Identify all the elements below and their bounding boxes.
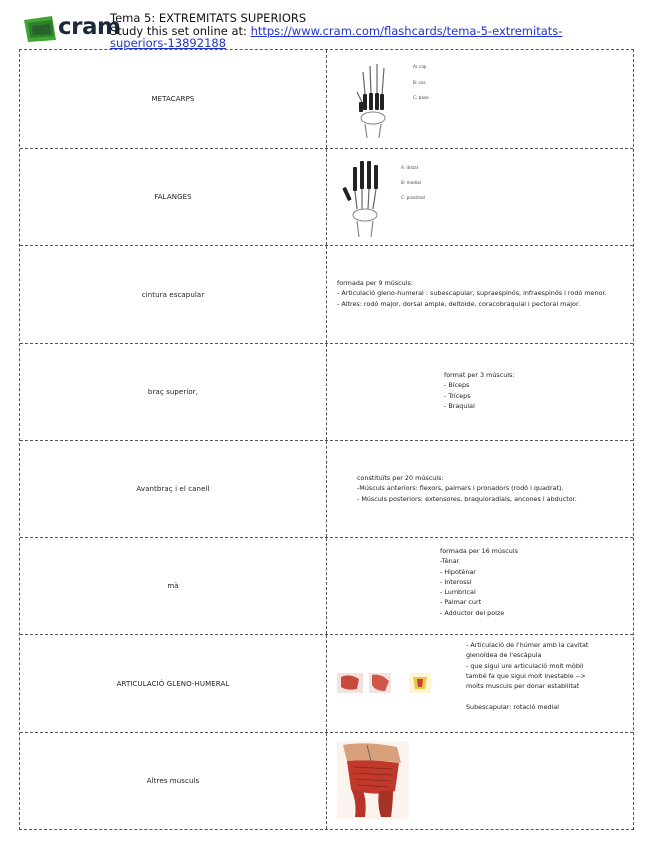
- definition-line: - Articulació gleno-humeral : subescapular, supraespinós, infraespinós i rodó menor.: [337, 289, 607, 298]
- figure-label: A: distal: [401, 165, 418, 170]
- hand-skeleton-icon: [341, 159, 391, 239]
- card-term: FALANGES: [154, 193, 192, 201]
- card-row: [20, 50, 633, 148]
- card-row: [20, 148, 633, 245]
- card-row: [20, 343, 633, 440]
- card-definition: [327, 246, 633, 343]
- cram-logo-icon: [22, 14, 62, 44]
- definition-line: constituïts per 20 músculs:: [357, 474, 444, 482]
- definition-line: - Braquial: [444, 401, 475, 410]
- definition-line: - Interossi: [440, 577, 472, 586]
- figure-label: C: proximal: [401, 195, 425, 200]
- definition-line: - Músculs posteriors: extensores, braquioradials, ancones i abductor.: [357, 494, 577, 503]
- definition-text: [357, 473, 577, 504]
- card-term: ARTICULACIÓ GLENO-HUMERAL: [116, 679, 230, 688]
- definition-line: - Altres: rodó major, dorsal ample, deltoide, coracobraquial i pectoral major.: [337, 299, 581, 308]
- set-url-link[interactable]: https://www.cram.com/flashcards/tema-5-extremitats-: [250, 24, 563, 38]
- card-definition: [327, 733, 633, 829]
- card-row: [20, 537, 633, 634]
- definition-line: Subescapular: rotació medial: [466, 702, 560, 711]
- cram-logo[interactable]: [22, 14, 121, 44]
- card-term: cintura escapular: [141, 290, 205, 299]
- definition-text: [466, 640, 588, 712]
- definition-line: -Músculs anteriors: flexors, palmars i pronadors (rodó i quadrat).: [357, 484, 564, 493]
- definition-line: formada per 9 músculs:: [337, 279, 413, 287]
- definition-line: [466, 691, 588, 701]
- definition-line: - Adductor del polze: [440, 608, 505, 617]
- set-url-link-continued[interactable]: superiors-13892188: [110, 36, 227, 50]
- hand-skeleton-icon: [353, 58, 397, 138]
- definition-text: [440, 546, 518, 618]
- card-row: [20, 245, 633, 343]
- upper-body-muscle-anatomy-icon: [337, 741, 409, 819]
- card-term: mà: [167, 582, 179, 590]
- set-title: Tema 5: EXTREMITATS SUPERIORS: [110, 11, 307, 25]
- figure-label: Ar cap: [413, 64, 427, 69]
- definition-line: molts musculs per donar estabilitat: [466, 682, 580, 691]
- definition-line: -Tènar: [440, 557, 460, 566]
- definition-line: - Articulació de l'húmer amb la cavitat: [466, 641, 589, 649]
- definition-line: - Lumbrical: [440, 588, 476, 597]
- flashcard-table: [19, 49, 634, 830]
- definition-line: glenoïdea de l'escàpula: [466, 651, 542, 660]
- card-term: braç superior,: [147, 388, 199, 396]
- page-header: [22, 8, 642, 48]
- figure-label: B: medial: [401, 180, 421, 185]
- definition-line: format per 3 músculs:: [444, 371, 515, 379]
- card-definition: [327, 441, 633, 537]
- card-row: [20, 732, 633, 829]
- definition-line: també fa que sigui molt inestable -->: [466, 671, 586, 680]
- card-term: METACARPS: [151, 95, 195, 103]
- definition-text: [444, 370, 515, 411]
- definition-line: - que sigui ure articulació molt mòbil: [466, 661, 584, 670]
- card-row: [20, 440, 633, 537]
- logo-wordmark: cram: [58, 14, 121, 40]
- definition-line: - Tríceps: [444, 391, 471, 400]
- definition-line: - Hipotènar: [440, 567, 476, 576]
- definition-line: - Palmar curt: [440, 598, 482, 607]
- card-definition: [327, 344, 633, 440]
- definition-line: formada per 16 músculs: [440, 547, 518, 555]
- figure-label: B: cos: [413, 80, 426, 85]
- figure-label: C: base: [413, 95, 429, 100]
- card-row: [20, 634, 633, 732]
- card-term: Avantbraç i el canell: [136, 485, 210, 493]
- card-definition: [327, 50, 633, 148]
- card-term: Altres musculs: [146, 777, 200, 785]
- card-definition: [327, 538, 633, 634]
- card-definition: [327, 635, 633, 732]
- definition-line: - Bíceps: [444, 381, 470, 390]
- definition-text: [337, 278, 607, 309]
- shoulder-muscle-diagrams-icon: [337, 671, 433, 695]
- study-prefix: Study this set online at:: [110, 24, 251, 38]
- card-definition: [327, 149, 633, 245]
